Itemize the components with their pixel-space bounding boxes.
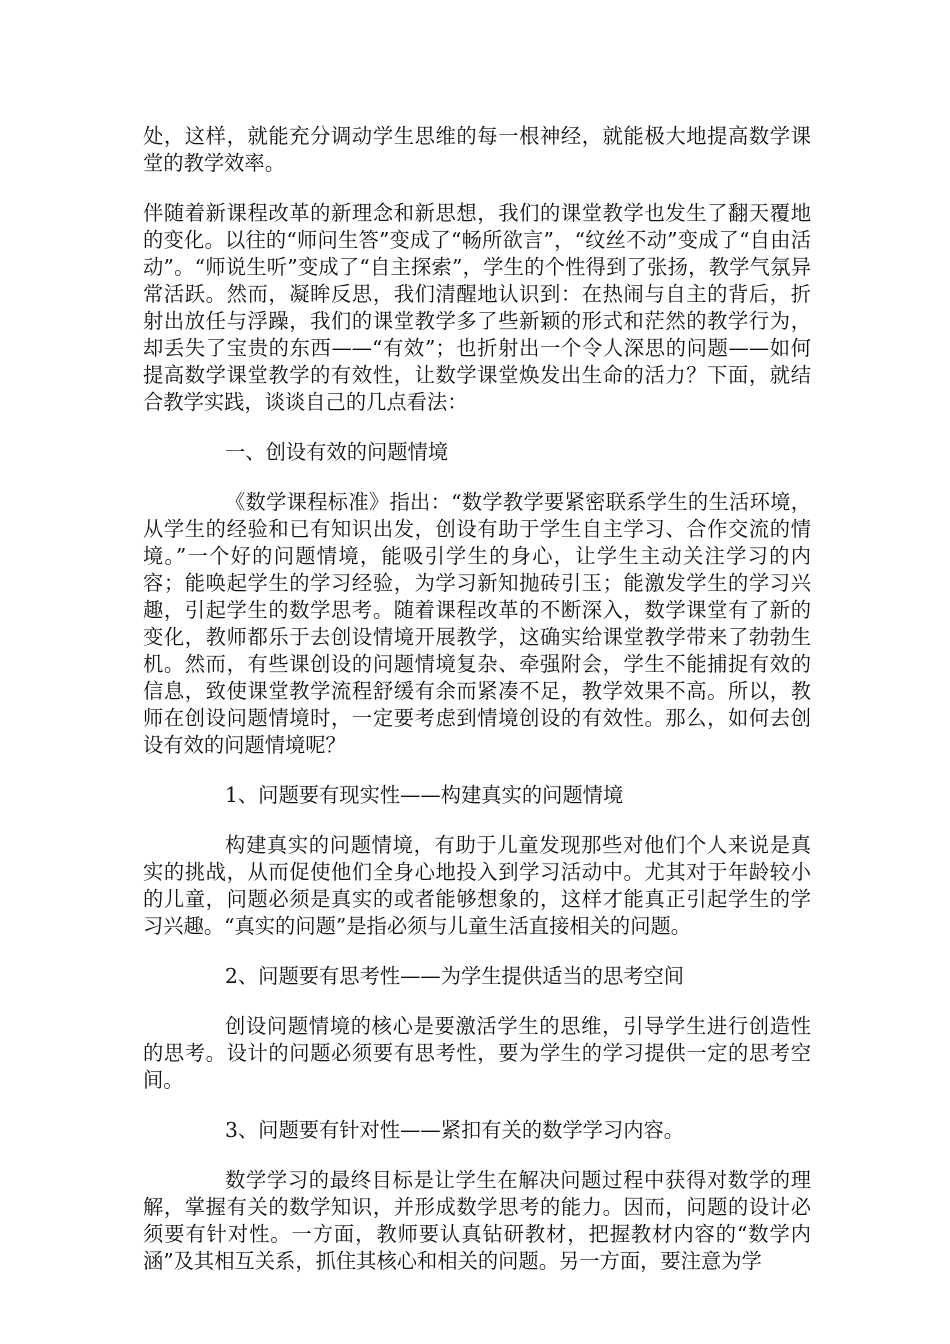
section-heading-1: 一、创设有效的问题情境 (225, 440, 449, 464)
paragraph-learning-goal: 数学学习的最终目标是让学生在解决问题过程中获得对数学的理解，掌握有关的数学知识，并形成数学思考的能力。因而，问题的设计必须要有针对性。一方面，教师要认真钻研教材，把握教材内容的“数学内涵”及其相互关系，抓住其核心和相关的问题。另一方面，要注意为学 (143, 1168, 811, 1273)
paragraph-thinking-space: 创设问题情境的核心是要激活学生的思维，引导学生进行创造性的思考。设计的问题必须要有思考性，要为学生的学习提供一定的思考空间。 (143, 1014, 811, 1092)
paragraph-real-problems: 构建真实的问题情境，有助于儿童发现那些对他们个人来说是真实的挑战，从而促使他们全身心地投入到学习活动中。尤其对于年龄较小的儿童，问题必须是真实的或者能够想象的，这样才能真正引起学生的学习兴趣。“真实的问题”是指必须与儿童生活直接相关的问题。 (143, 833, 811, 938)
subsection-heading-1: 1、问题要有现实性——构建真实的问题情境 (225, 783, 624, 807)
subsection-heading-3: 3、问题要有针对性——紧扣有关的数学学习内容。 (225, 1118, 685, 1142)
document-page (143, 123, 811, 1275)
paragraph-curriculum-standard: 《数学课程标准》指出：“数学教学要紧密联系学生的生活环境，从学生的经验和已有知识出发，创设有助于学生自主学习、合作交流的情境。”一个好的问题情境，能吸引学生的身心，让学生主动关注学习的内容；能唤起学生的学习经验，为学习新知抛砖引玉；能激发学生的学习兴趣，引起学生的数学思考。随着课程改革的不断深入，数学课堂有了新的变化，教师都乐于去创设情境开展教学，这确实给课堂教学带来了勃勃生机。然而，有些课创设的问题情境复杂、牵强附会，学生不能捕捉有效的信息，致使课堂教学流程舒缓有余而紧凑不足，教学效果不高。所以，教师在创设问题情境时，一定要考虑到情境创设的有效性。那么，如何去创设有效的问题情境呢？ (143, 490, 811, 757)
paragraph-intro: 伴随着新课程改革的新理念和新思想，我们的课堂教学也发生了翻天覆地的变化。以往的“师问生答”变成了“畅所欲言”，“纹丝不动”变成了“自由活动”。“师说生听”变成了“自主探索”，学生的个性得到了张扬，教学气氛异常活跃。然而，凝眸反思，我们清醒地认识到：在热闹与自主的背后，折射出放任与浮躁，我们的课堂教学多了些新颖的形式和茫然的教学行为，却丢失了宝贵的东西——“有效”；也折射出一个令人深思的问题——如何提高数学课堂教学的有效性，让数学课堂焕发出生命的活力？下面，就结合教学实践，谈谈自己的几点看法： (143, 201, 811, 414)
paragraph-continuation: 处，这样，就能充分调动学生思维的每一根神经，就能极大地提高数学课堂的教学效率。 (143, 124, 811, 175)
subsection-heading-2: 2、问题要有思考性——为学生提供适当的思考空间 (225, 964, 685, 988)
